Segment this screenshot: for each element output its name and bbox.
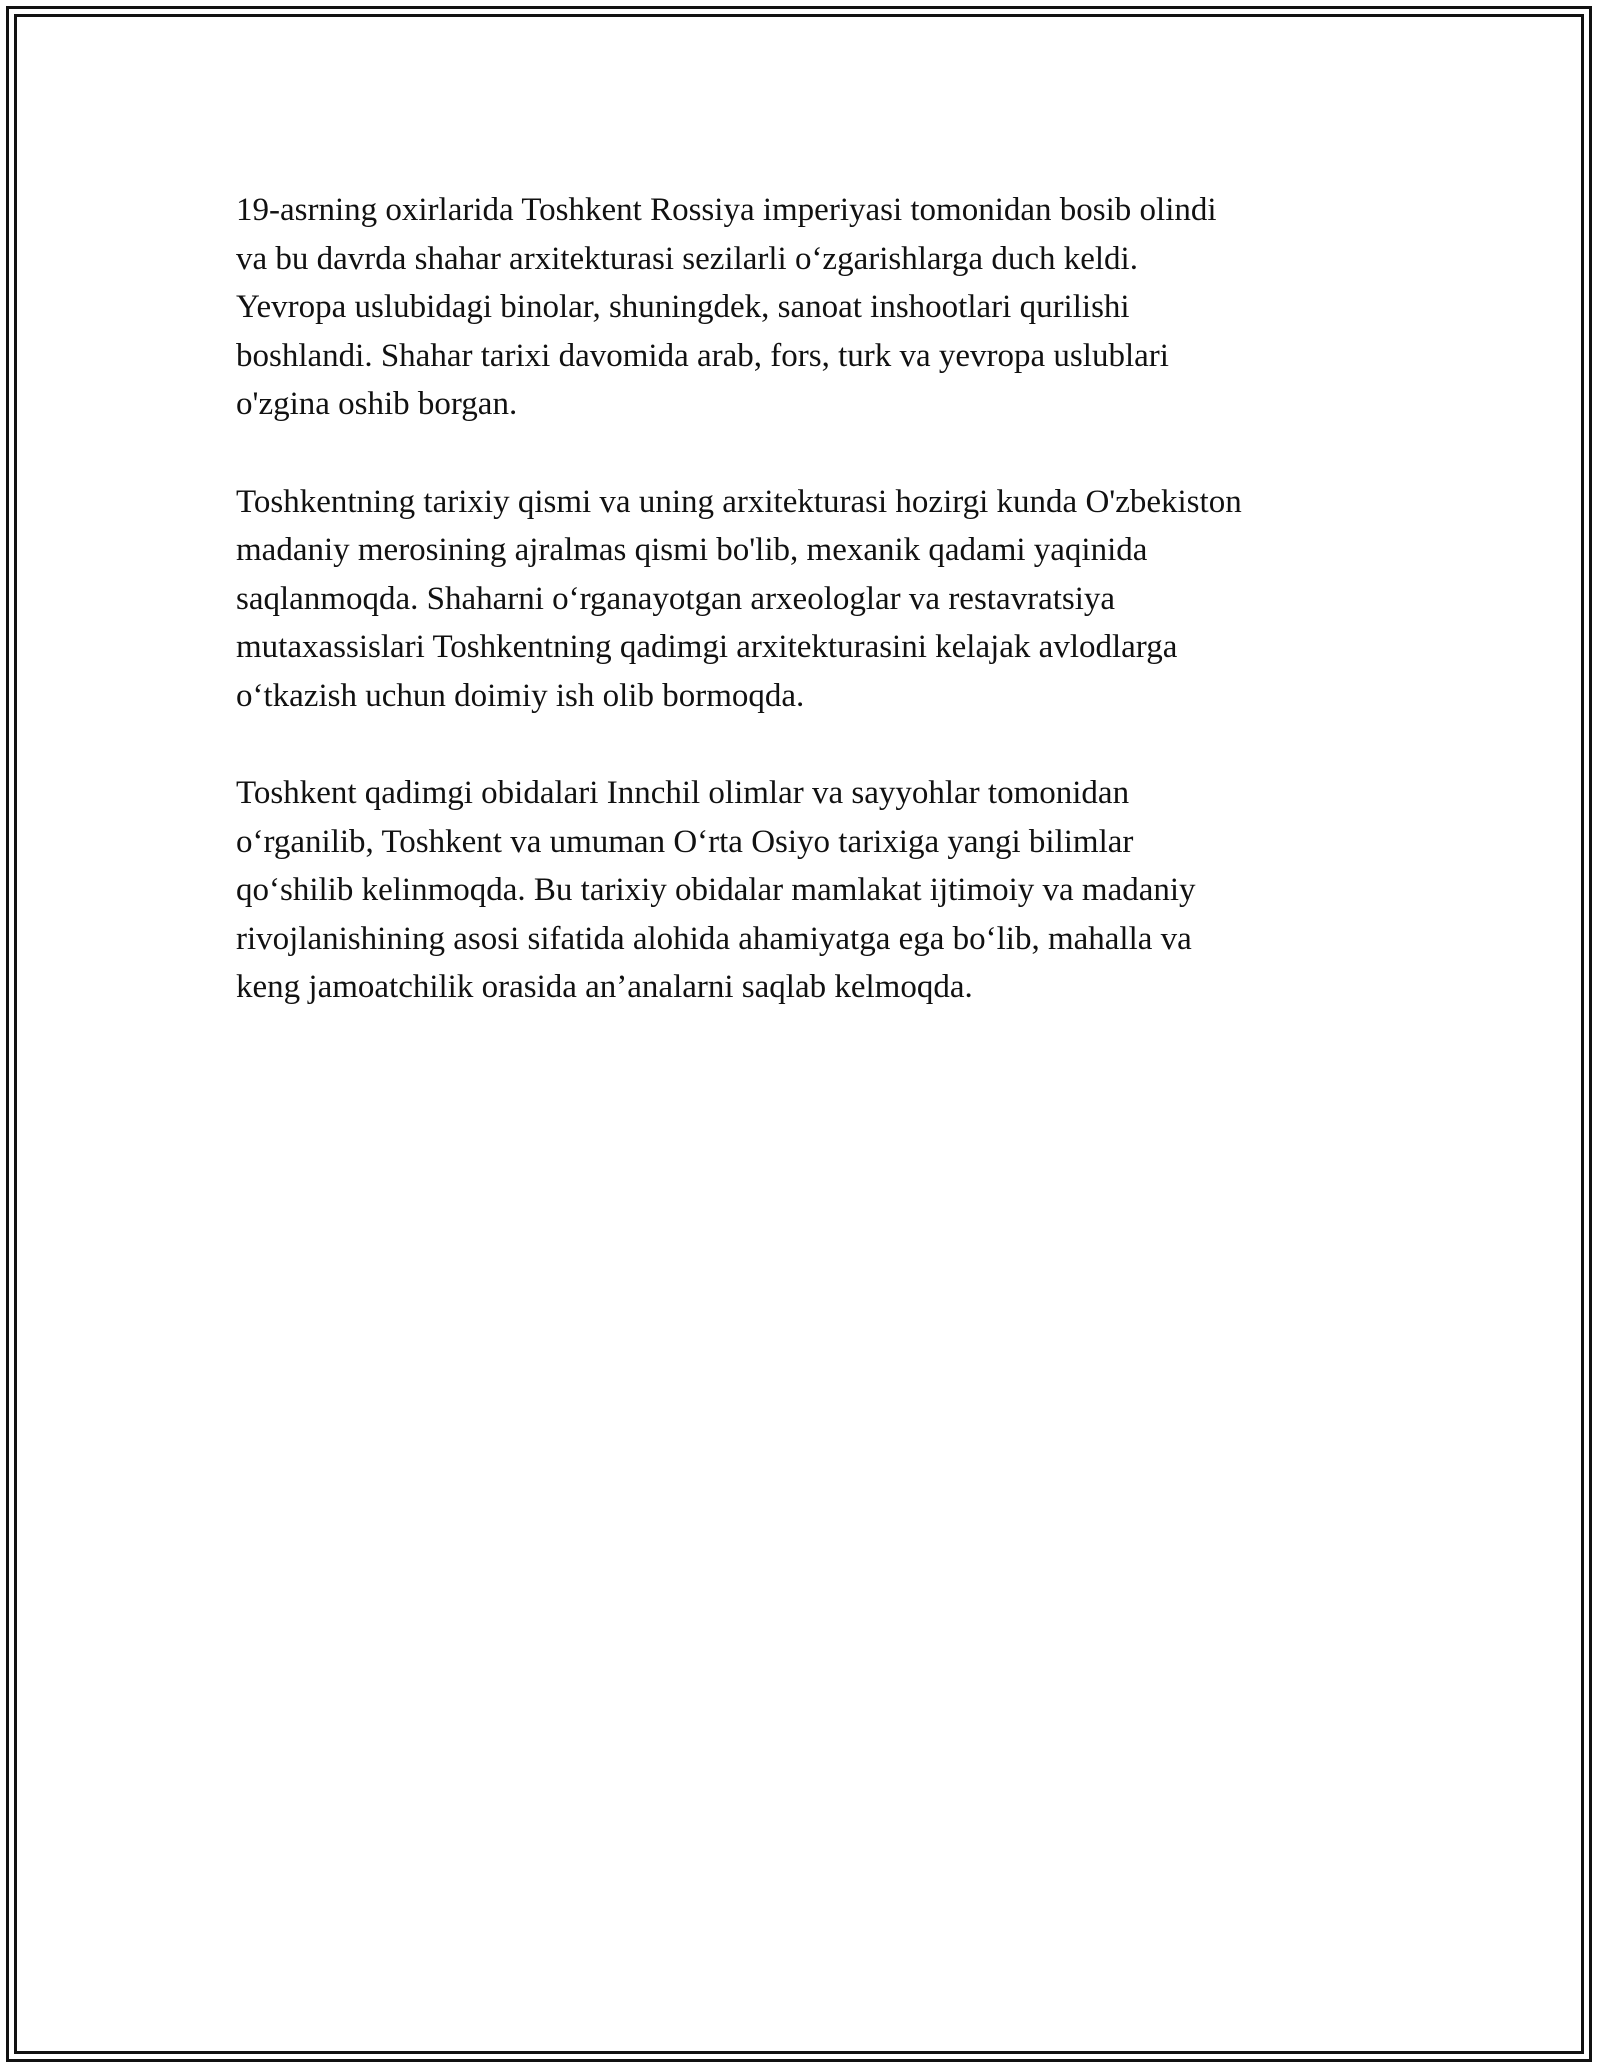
text-line: saqlanmoqda. Shaharni o‘rganayotgan arxeologlar va restavratsiya [236,580,1116,617]
text-line: o'zgina oshib borgan. [236,386,518,422]
text-line: madaniy merosining ajralmas qismi bo'lib, mexanik qadami yaqinida [236,532,1148,568]
text-line: Toshkentning tarixiy qismi va uning arxitekturasi hozirgi kunda O'zbekiston [236,483,1242,520]
text-line: mutaxassislari Toshkentning qadimgi arxitekturasini kelajak avlodlarga [236,629,1178,665]
text-line: o‘tkazish uchun doimiy ish olib bormoqda. [236,677,805,714]
text-line: keng jamoatchilik orasida an’analarni saqlab kelmoqda. [236,969,973,1005]
text-line: Yevropa uslubidagi binolar, shuningdek, sanoat inshootlari qurilishi [236,289,1130,325]
text-line: rivojlanishining asosi sifatida alohida ahamiyatga ega bo‘lib, mahalla va [236,920,1192,957]
text-line: 19-asrning oxirlarida Toshkent Rossiya imperiyasi tomonidan bosib olindi [236,192,1217,228]
text-line: o‘rganilib, Toshkent va umuman O‘rta Osiyo tarixiga yangi bilimlar [236,823,1134,860]
text-line: boshlandi. Shahar tarixi davomida arab, fors, turk va yevropa uslublari [236,337,1169,374]
document-body [236,186,1366,1061]
text-line: va bu davrda shahar arxitekturasi sezilarli o‘zgarishlarga duch keldi. [236,240,1138,277]
paragraph-3 [236,769,1366,1012]
text-line: qo‘shilib kelinmoqda. Bu tarixiy obidalar mamlakat ijtimoiy va madaniy [236,872,1196,908]
paragraph-1 [236,186,1366,429]
paragraph-2 [236,478,1366,721]
text-line: Toshkent qadimgi obidalari Innchil olimlar va sayyohlar tomonidan [236,775,1130,811]
